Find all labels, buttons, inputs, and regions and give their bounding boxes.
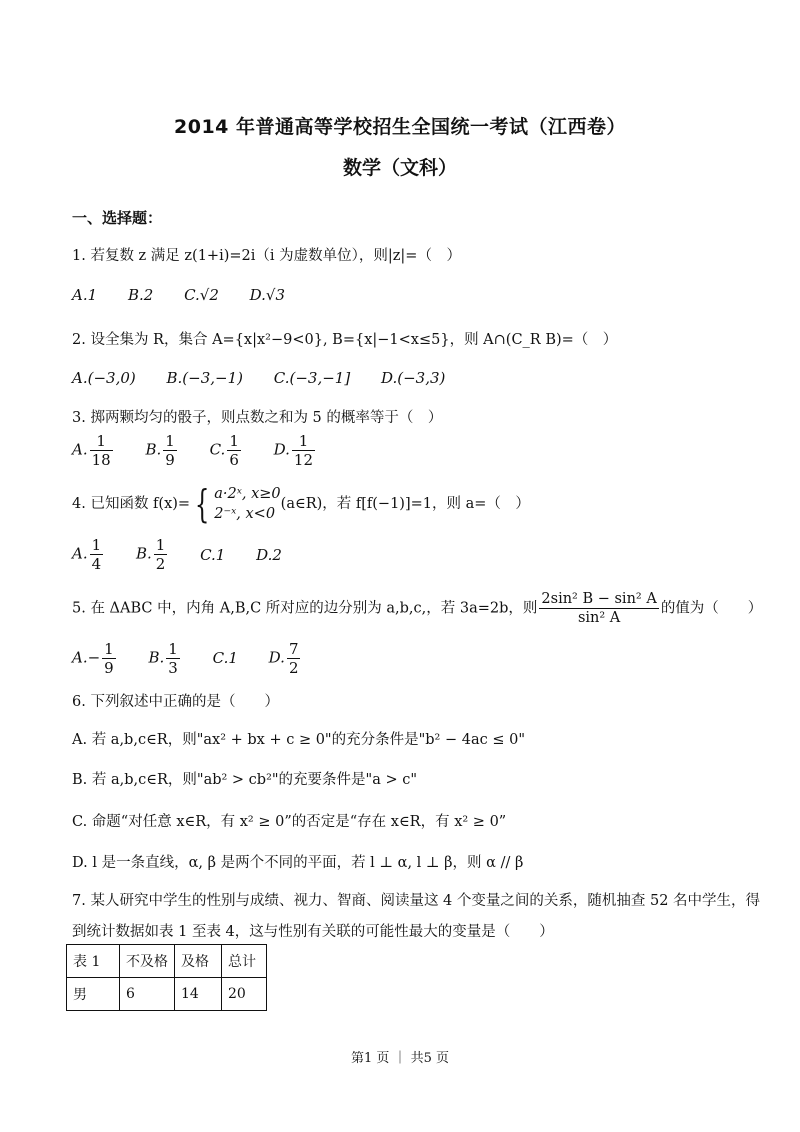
case-1: a·2ˣ, x≥0 xyxy=(214,486,281,502)
question-4-tail: (a∈R)，若 f[f(−1)]=1，则 a=（ ） xyxy=(280,496,530,512)
numerator: 1 xyxy=(292,432,315,451)
question-7-line-2: 到统计数据如表 1 至表 4，这与性别有关联的可能性最大的变量是（ ） xyxy=(72,924,554,940)
question-6-option-b: B. 若 a,b,c∈R，则"ab² > cb²"的充要条件是"a > c" xyxy=(72,772,418,788)
option-value: 1 xyxy=(215,545,226,564)
option-prefix: A.− xyxy=(72,648,101,667)
piecewise-cases xyxy=(214,484,280,524)
fraction xyxy=(287,640,301,677)
fraction xyxy=(90,432,113,469)
option-prefix: A. xyxy=(72,544,88,563)
table-cell: 表 1 xyxy=(67,945,120,978)
option-a xyxy=(72,432,115,469)
denominator: 12 xyxy=(293,451,314,469)
denominator: 2 xyxy=(288,659,299,677)
page-subtitle: 数学（文科） xyxy=(342,157,457,179)
statistics-table xyxy=(66,944,267,1011)
denominator: 6 xyxy=(229,451,239,469)
page-footer: 第1 页 ｜ 共5 页 xyxy=(350,1051,450,1066)
option-prefix: D. xyxy=(268,648,285,667)
question-6-option-d: D. l 是一条直线，α, β 是两个不同的平面，若 l ⊥ α, l ⊥ β，则 α // β xyxy=(72,855,524,871)
question-1-options xyxy=(72,286,311,304)
table-cell: 男 xyxy=(67,978,120,1011)
question-2: 2. 设全集为 R，集合 A={x|x²−9<0}, B={x|−1<x≤5}，则 A∩(C_R B)=（ ） xyxy=(72,332,618,348)
option-a: A.1 xyxy=(72,286,98,304)
question-5-lead: 5. 在 ΔABC 中，内角 A,B,C 所对应的边分别为 a,b,c,，若 3a=2b，则 xyxy=(72,600,538,617)
numerator: 1 xyxy=(229,432,239,450)
option-d: D.√3 xyxy=(249,286,286,304)
option-prefix: A. xyxy=(72,440,88,459)
numerator: 1 xyxy=(91,536,102,554)
option-b xyxy=(136,536,169,573)
option-d xyxy=(269,640,303,677)
fraction xyxy=(166,640,180,677)
denominator: 2 xyxy=(155,555,166,573)
option-d: D.(−3,3) xyxy=(380,369,446,387)
option-b xyxy=(149,640,182,677)
page-title: 2014 年普通高等学校招生全国统一考试（江西卷） xyxy=(174,116,626,138)
option-a xyxy=(72,640,118,677)
fraction xyxy=(163,432,177,469)
option-prefix: D. xyxy=(273,440,290,459)
option-c xyxy=(200,546,225,564)
section-heading: 一、选择题： xyxy=(72,209,163,227)
table-row xyxy=(67,978,267,1011)
question-6-option-a: A. 若 a,b,c∈R，则"ax² + bx + c ≥ 0"的充分条件是"b² − 4ac ≤ 0" xyxy=(72,732,525,748)
option-a: A.(−3,0) xyxy=(72,369,136,387)
fraction xyxy=(90,536,104,573)
numerator: 1 xyxy=(168,640,178,658)
fraction xyxy=(154,536,168,573)
question-6-option-c: C. 命题“对任意 x∈R，有 x² ≥ 0”的否定是“存在 x∈R，有 x² ≥ 0” xyxy=(72,814,507,830)
option-b xyxy=(145,432,178,469)
table-cell: 总计 xyxy=(222,945,267,978)
denominator: sin² A xyxy=(577,610,621,626)
question-2-options xyxy=(72,369,471,387)
question-4-options xyxy=(72,536,308,573)
option-prefix: B. xyxy=(135,544,152,563)
question-5 xyxy=(72,590,762,627)
question-4 xyxy=(72,484,530,524)
case-2: 2⁻ˣ, x<0 xyxy=(214,506,276,522)
table-header-row xyxy=(67,945,267,978)
denominator: 4 xyxy=(91,555,102,573)
numerator: 2sin² B − sin² A xyxy=(541,591,657,607)
numerator: 1 xyxy=(155,536,166,554)
option-c: C.√2 xyxy=(184,286,219,304)
option-value: 2 xyxy=(272,545,282,564)
option-d xyxy=(274,432,317,469)
option-c: C.(−3,−1] xyxy=(273,369,351,387)
option-prefix: C. xyxy=(200,545,216,564)
question-6: 6. 下列叙述中正确的是（ ） xyxy=(72,694,279,710)
option-b: B.2 xyxy=(127,286,154,304)
option-d xyxy=(256,546,282,564)
option-c xyxy=(213,649,238,667)
option-value: 1 xyxy=(228,648,238,667)
table-cell: 20 xyxy=(222,978,267,1011)
numerator: 1 xyxy=(165,432,175,450)
numerator: 1 xyxy=(90,432,113,451)
question-7-line-1: 7. 某人研究中学生的性别与成绩、视力、智商、阅读量这 4 个变量之间的关系，随机抽查 52 名中学生，得 xyxy=(72,893,761,909)
option-prefix: B. xyxy=(145,440,162,459)
denominator: 9 xyxy=(165,451,175,469)
question-4-lead: 4. 已知函数 f(x)= xyxy=(72,496,191,512)
denominator: 9 xyxy=(104,659,114,677)
question-3-options xyxy=(72,432,343,469)
table-cell: 6 xyxy=(120,978,175,1011)
left-brace: { xyxy=(194,482,210,526)
option-c xyxy=(210,432,243,469)
fraction xyxy=(539,590,658,627)
option-prefix: C. xyxy=(212,648,229,667)
denominator: 18 xyxy=(91,451,111,469)
table-cell: 不及格 xyxy=(120,945,175,978)
fraction xyxy=(227,432,241,469)
question-1: 1. 若复数 z 满足 z(1+i)=2i（i 为虚数单位），则|z|=（ ） xyxy=(72,248,461,264)
question-3: 3. 掷两颗均匀的骰子，则点数之和为 5 的概率等于（ ） xyxy=(72,410,443,426)
fraction xyxy=(102,640,116,677)
option-prefix: B. xyxy=(148,648,165,667)
table-cell: 14 xyxy=(175,978,222,1011)
denominator: 3 xyxy=(168,659,178,677)
fraction xyxy=(292,432,315,469)
question-5-options xyxy=(72,640,328,677)
option-b: B.(−3,−1) xyxy=(166,369,244,387)
table-cell: 及格 xyxy=(175,945,222,978)
option-prefix: C. xyxy=(209,440,226,459)
numerator: 7 xyxy=(288,640,299,658)
question-5-tail: 的值为（ ） xyxy=(660,600,763,617)
option-a xyxy=(72,536,105,573)
numerator: 1 xyxy=(104,640,114,658)
option-prefix: D. xyxy=(256,545,273,564)
